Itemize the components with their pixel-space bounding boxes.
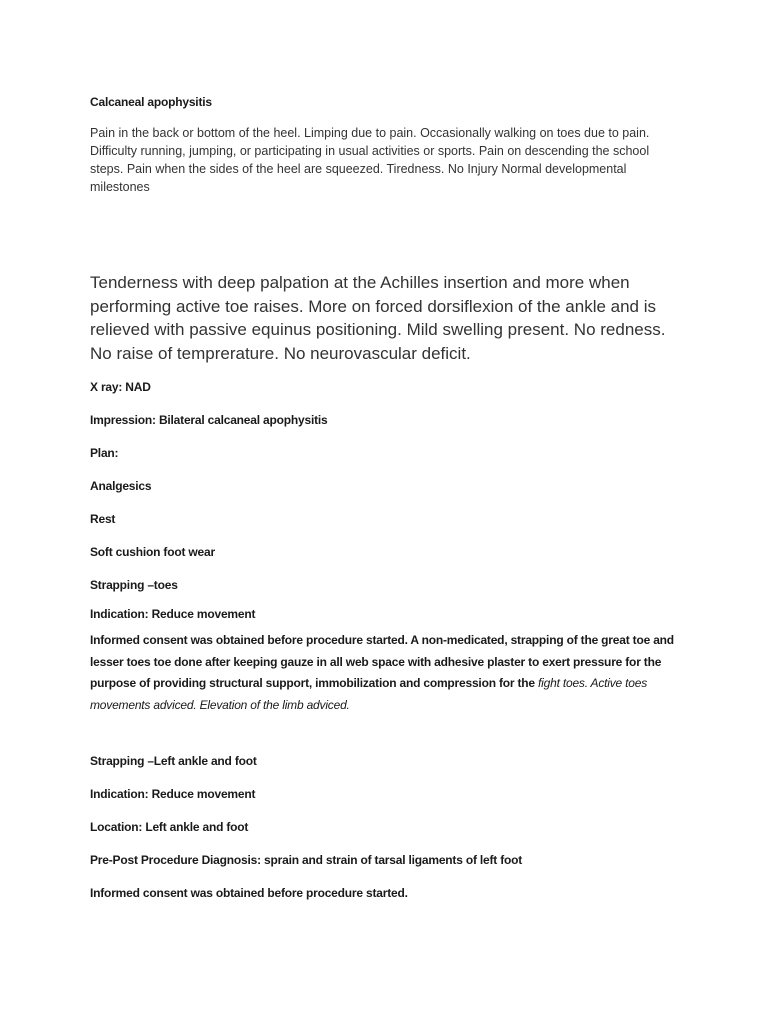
strapping-toes-heading: Strapping –toes [90,578,178,592]
plan-item-footwear: Soft cushion foot wear [90,545,215,559]
examination-paragraph: Tenderness with deep palpation at the Achilles insertion and more when performing active toe raises. More on forced dorsiflexion of the ankle and is relieved with passive equinus positioning. Mild swelling present. No redness. No raise of temprerature. No neurovascular deficit. [90,273,666,363]
consent-italic-text: fight toes. Active toes movements adviced. Elevation of the limb adviced. [90,676,648,712]
strapping-toes-consent [90,630,690,716]
symptoms-paragraph: Pain in the back or bottom of the heel. Limping due to pain. Occasionally walking on toes due to pain. Difficulty running, jumping, or participating in usual activities or sports. Pain on descending the school steps. Pain when the sides of the heel are squeezed. Tiredness. No Injury Normal developmental milestones [90,126,650,194]
strapping-ankle-location: Location: Left ankle and foot [90,820,249,834]
strapping-ankle-indication: Indication: Reduce movement [90,787,256,801]
plan-item-analgesics: Analgesics [90,479,152,493]
xray-line: X ray: NAD [90,380,151,394]
strapping-toes-indication: Indication: Reduce movement [90,607,256,621]
consent-text: Informed consent was obtained before procedure started. A non-medicated, strapping of the great toe and lesser toes toe done after keeping gauze in all web space with adhesive plaster to exert pressure for the purpose of providing structural support, immobilization and compression for the [90,633,674,690]
strapping-ankle-consent: Informed consent was obtained before procedure started. [90,886,408,900]
document-title: Calcaneal apophysitis [90,95,212,109]
impression-line: Impression: Bilateral calcaneal apophysitis [90,413,328,427]
strapping-ankle-diagnosis: Pre-Post Procedure Diagnosis: sprain and strain of tarsal ligaments of left foot [90,853,523,867]
plan-heading: Plan: [90,446,119,460]
plan-item-rest: Rest [90,512,116,526]
strapping-ankle-heading: Strapping –Left ankle and foot [90,754,257,768]
